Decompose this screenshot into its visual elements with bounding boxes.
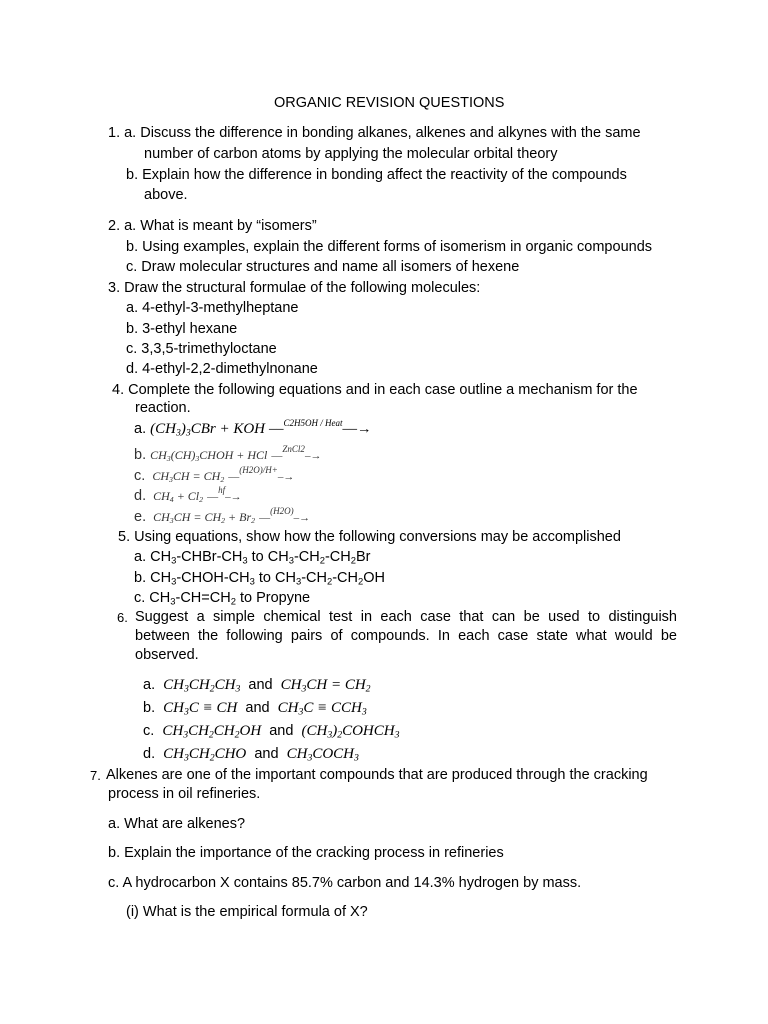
q2-c: c. Draw molecular structures and name all isomers of hexene	[126, 259, 520, 275]
q4-c-equation: c. $CH_3CH = CH_2$ ––$^{(H2O)/H+}$–→	[134, 465, 295, 484]
reaction-arrow-icon: ––$^{(H2O)}$–→	[259, 506, 311, 524]
q6-number: 6.	[117, 610, 128, 625]
q4-e-equation: e. $CH_3CH = CH_2 + Br_2$ ––$^{(H2O)}$–→	[134, 506, 311, 525]
q6-a: a. $CH_3CH_2CH_3$ and $CH_3CH = CH_2$	[143, 677, 371, 695]
q5-c: c. $CH_3-CH=CH_2$ to Propyne	[134, 590, 311, 607]
q5-b: b. $CH_3-CHOH-CH_3$ to $CH_3-CH_2-CH_2OH$	[134, 570, 385, 587]
q1-b-line2: above.	[144, 187, 188, 203]
q7-a: a. What are alkenes?	[108, 816, 246, 832]
q6-d: d. $CH_3CH_2CHO$ and $CH_3COCH_3$	[143, 746, 359, 764]
q3-a: a. 4-ethyl-3-methylheptane	[126, 300, 299, 316]
reaction-arrow-icon: ––$^{(H2O)/H+}$–→	[228, 465, 295, 483]
q2-a: 2. a. What is meant by “isomers”	[108, 218, 317, 234]
reaction-arrow-icon: ––$^{hf}$–→	[207, 485, 242, 503]
q7-c: c. A hydrocarbon X contains 85.7% carbon and 14.3% hydrogen by mass.	[108, 875, 582, 891]
q7-stem-line2: process in oil refineries.	[108, 786, 261, 802]
q2-b: b. Using examples, explain the different forms of isomerism in organic compounds	[126, 239, 653, 255]
q4-a-equation: a. $(CH_3)_3CBr$ + KOH ––$^{C2H5OH / Heat}$––→	[134, 418, 372, 439]
q7-c-i: (i) What is the empirical formula of X?	[126, 904, 368, 920]
q3-c: c. 3,3,5-trimethyloctane	[126, 341, 277, 357]
q1-a-line1: 1. a. Discuss the difference in bonding alkanes, alkenes and alkynes with the same	[108, 125, 641, 141]
q6-c: c. $CH_3CH_2CH_2OH$ and $(CH_3)_2COHCH_3$	[143, 723, 400, 741]
q5-a: a. $CH_3-CHBr-CH_3$ to $CH_3-CH_2-CH_2Br$	[134, 549, 371, 566]
q3-d: d. 4-ethyl-2,2-dimethylnonane	[126, 361, 318, 377]
q4-stem-line1: 4. Complete the following equations and in each case outline a mechanism for the	[112, 382, 638, 398]
q7-b: b. Explain the importance of the cracking process in refineries	[108, 845, 504, 861]
q6-text: Suggest a simple chemical test in each case that can be used to distinguish between the following pairs of compounds. In each case state what would be observed.	[135, 609, 677, 663]
q4-d-equation: d. $CH_4 + Cl_2$ ––$^{hf}$–→	[134, 485, 242, 504]
q4-b-equation: b. $CH_3(CH)_3CHOH$ + HCl ––$^{ZnCl2}$–→	[134, 444, 322, 463]
q1-b-line1: b. Explain how the difference in bonding affect the reactivity of the compounds	[126, 167, 627, 183]
q7-stem-line1: Alkenes are one of the important compounds that are produced through the cracking	[106, 767, 648, 783]
q5-stem: 5. Using equations, show how the following conversions may be accomplished	[118, 529, 621, 545]
reaction-arrow-icon: ––$^{ZnCl2}$–→	[271, 444, 322, 462]
page-title: ORGANIC REVISION QUESTIONS	[274, 95, 505, 111]
q3-b: b. 3-ethyl hexane	[126, 321, 238, 337]
q7-number: 7.	[90, 768, 101, 783]
q6-b: b. $CH_3C$ ≡ CH and $CH_3C \equiv CCH_3$	[143, 700, 367, 718]
reaction-arrow-icon: ––$^{C2H5OH / Heat}$––→	[269, 418, 372, 437]
q1-a-line2: number of carbon atoms by applying the molecular orbital theory	[144, 146, 558, 162]
q3-stem: 3. Draw the structural formulae of the following molecules:	[108, 280, 481, 296]
q4-stem-line2: reaction.	[135, 400, 191, 416]
